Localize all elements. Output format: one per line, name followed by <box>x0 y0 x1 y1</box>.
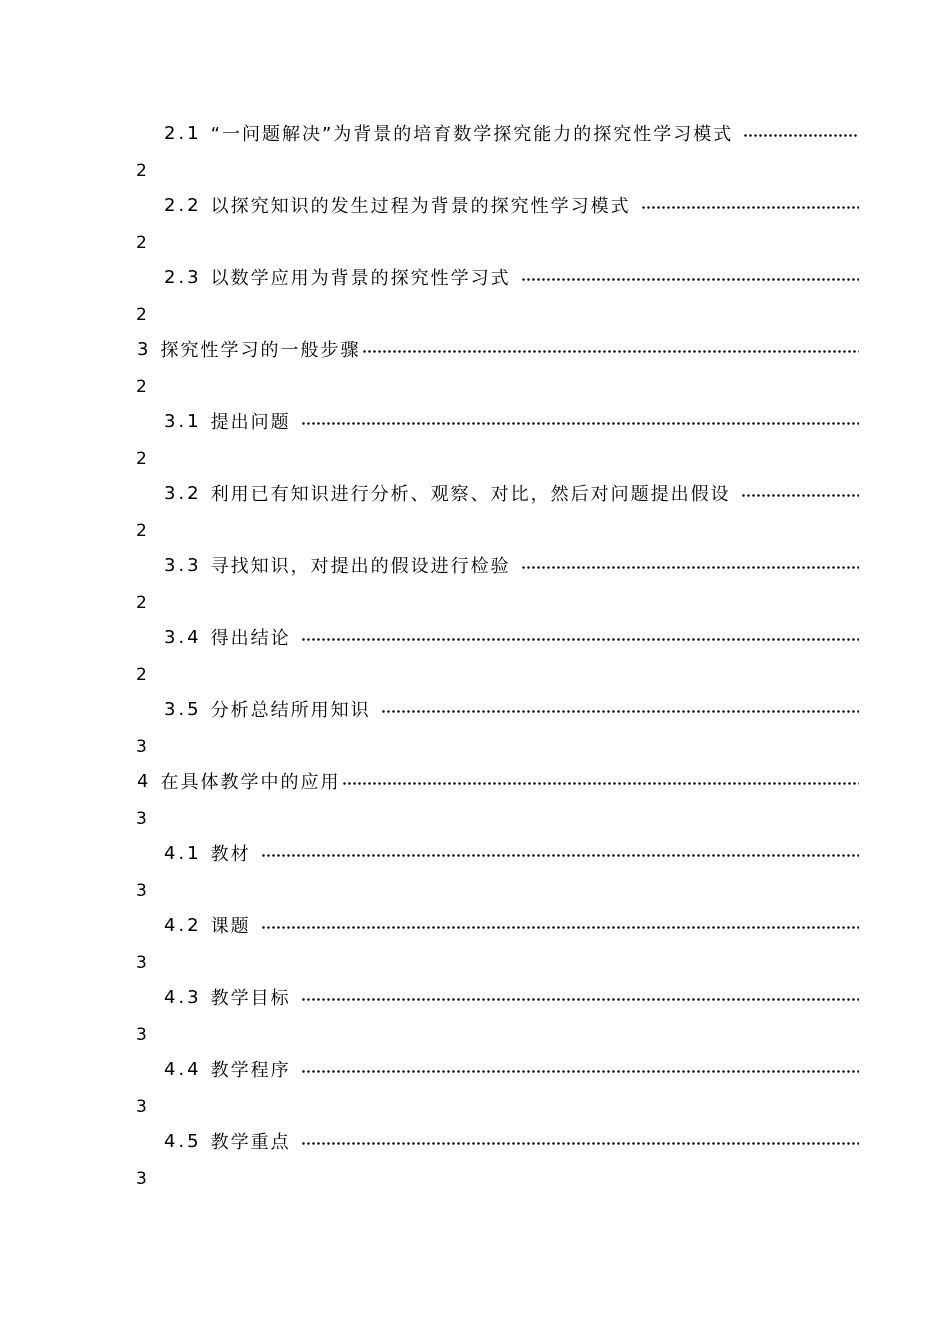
toc-title-line <box>164 545 859 585</box>
toc-label: 教材 <box>210 844 251 865</box>
toc-entry-4-2[interactable] <box>0 905 950 977</box>
toc-label: 以数学应用为背景的探究性学习式 <box>210 268 511 289</box>
toc-label: 利用已有知识进行分析、观察、对比，然后对问题提出假设 <box>210 484 731 505</box>
toc-entry-2-1[interactable] <box>0 113 950 185</box>
toc-page-number: 2 <box>136 233 147 253</box>
toc-label: 教学程序 <box>210 1060 291 1081</box>
toc-label: 分析总结所用知识 <box>210 700 371 721</box>
toc-entry-3-5[interactable] <box>0 689 950 761</box>
dot-leader <box>381 710 859 713</box>
toc-title-line <box>164 257 859 297</box>
toc-page-number: 2 <box>136 449 147 469</box>
dot-leader <box>342 782 859 785</box>
toc-number: 4 <box>137 770 152 792</box>
toc-number: 3.5 <box>164 698 202 720</box>
toc-title-line <box>164 401 859 441</box>
dot-leader <box>301 998 859 1001</box>
toc-entry-3-1[interactable] <box>0 401 950 473</box>
toc-title-line <box>164 833 859 873</box>
toc-title-line <box>164 185 859 225</box>
toc-label: 得出结论 <box>210 628 291 649</box>
dot-leader <box>301 422 859 425</box>
toc-number: 3.2 <box>164 482 202 504</box>
toc-page-number: 3 <box>136 881 147 901</box>
toc-number: 3.3 <box>164 554 202 576</box>
toc-title-line <box>137 329 859 369</box>
toc-page-number: 2 <box>136 377 147 397</box>
toc-page-number: 3 <box>136 737 147 757</box>
toc-label: 提出问题 <box>210 412 291 433</box>
toc-number: 4.2 <box>164 914 202 936</box>
toc-title-line <box>137 761 859 801</box>
toc-entry-3-3[interactable] <box>0 545 950 617</box>
toc-entry-4[interactable] <box>0 761 950 833</box>
toc-title-line <box>164 977 859 1017</box>
dot-leader <box>261 926 859 929</box>
toc-page-number: 2 <box>136 593 147 613</box>
table-of-contents <box>0 113 950 1193</box>
toc-title-line <box>164 473 859 513</box>
toc-number: 2.3 <box>164 266 202 288</box>
toc-label: 寻找知识，对提出的假设进行检验 <box>210 556 511 577</box>
toc-page-number: 2 <box>136 305 147 325</box>
toc-entry-2-3[interactable] <box>0 257 950 329</box>
dot-leader <box>641 206 859 209</box>
toc-number: 4.5 <box>164 1130 202 1152</box>
toc-entry-3-4[interactable] <box>0 617 950 689</box>
toc-title-line <box>164 689 859 729</box>
toc-page-number: 3 <box>136 1169 147 1189</box>
toc-entry-3[interactable] <box>0 329 950 401</box>
toc-label: 探究性学习的一般步骤 <box>160 340 361 361</box>
toc-label: 教学重点 <box>210 1132 291 1153</box>
dot-leader <box>741 494 859 497</box>
toc-entry-4-4[interactable] <box>0 1049 950 1121</box>
toc-number: 2.2 <box>164 194 202 216</box>
toc-page-number: 3 <box>136 809 147 829</box>
dot-leader <box>362 350 859 353</box>
toc-entry-4-3[interactable] <box>0 977 950 1049</box>
dot-leader <box>743 134 859 137</box>
dot-leader <box>521 278 859 281</box>
toc-entry-3-2[interactable] <box>0 473 950 545</box>
toc-number: 3.1 <box>164 410 202 432</box>
toc-title-line <box>164 1049 859 1089</box>
toc-entry-2-2[interactable] <box>0 185 950 257</box>
toc-number: 4.3 <box>164 986 202 1008</box>
dot-leader <box>301 1070 859 1073</box>
dot-leader <box>301 638 859 641</box>
toc-label: 课题 <box>210 916 251 937</box>
toc-page-number: 2 <box>136 521 147 541</box>
toc-title-line <box>164 905 859 945</box>
toc-label: 教学目标 <box>210 988 291 1009</box>
dot-leader <box>261 854 859 857</box>
toc-label: “一问题解决”为背景的培育数学探究能力的探究性学习模式 <box>210 124 734 145</box>
toc-number: 3 <box>137 338 152 360</box>
toc-page-number: 3 <box>136 953 147 973</box>
toc-label: 以探究知识的发生过程为背景的探究性学习模式 <box>210 196 631 217</box>
toc-page-number: 2 <box>136 665 147 685</box>
toc-number: 4.1 <box>164 842 202 864</box>
toc-page-number: 3 <box>136 1025 147 1045</box>
toc-page-number: 2 <box>136 161 147 181</box>
toc-entry-4-5[interactable] <box>0 1121 950 1193</box>
toc-title-line <box>164 113 859 153</box>
dot-leader <box>301 1142 859 1145</box>
toc-title-line <box>164 617 859 657</box>
toc-number: 3.4 <box>164 626 202 648</box>
toc-entry-4-1[interactable] <box>0 833 950 905</box>
toc-label: 在具体教学中的应用 <box>160 772 341 793</box>
toc-page-number: 3 <box>136 1097 147 1117</box>
toc-title-line <box>164 1121 859 1161</box>
toc-number: 2.1 <box>164 122 202 144</box>
toc-number: 4.4 <box>164 1058 202 1080</box>
dot-leader <box>521 566 859 569</box>
